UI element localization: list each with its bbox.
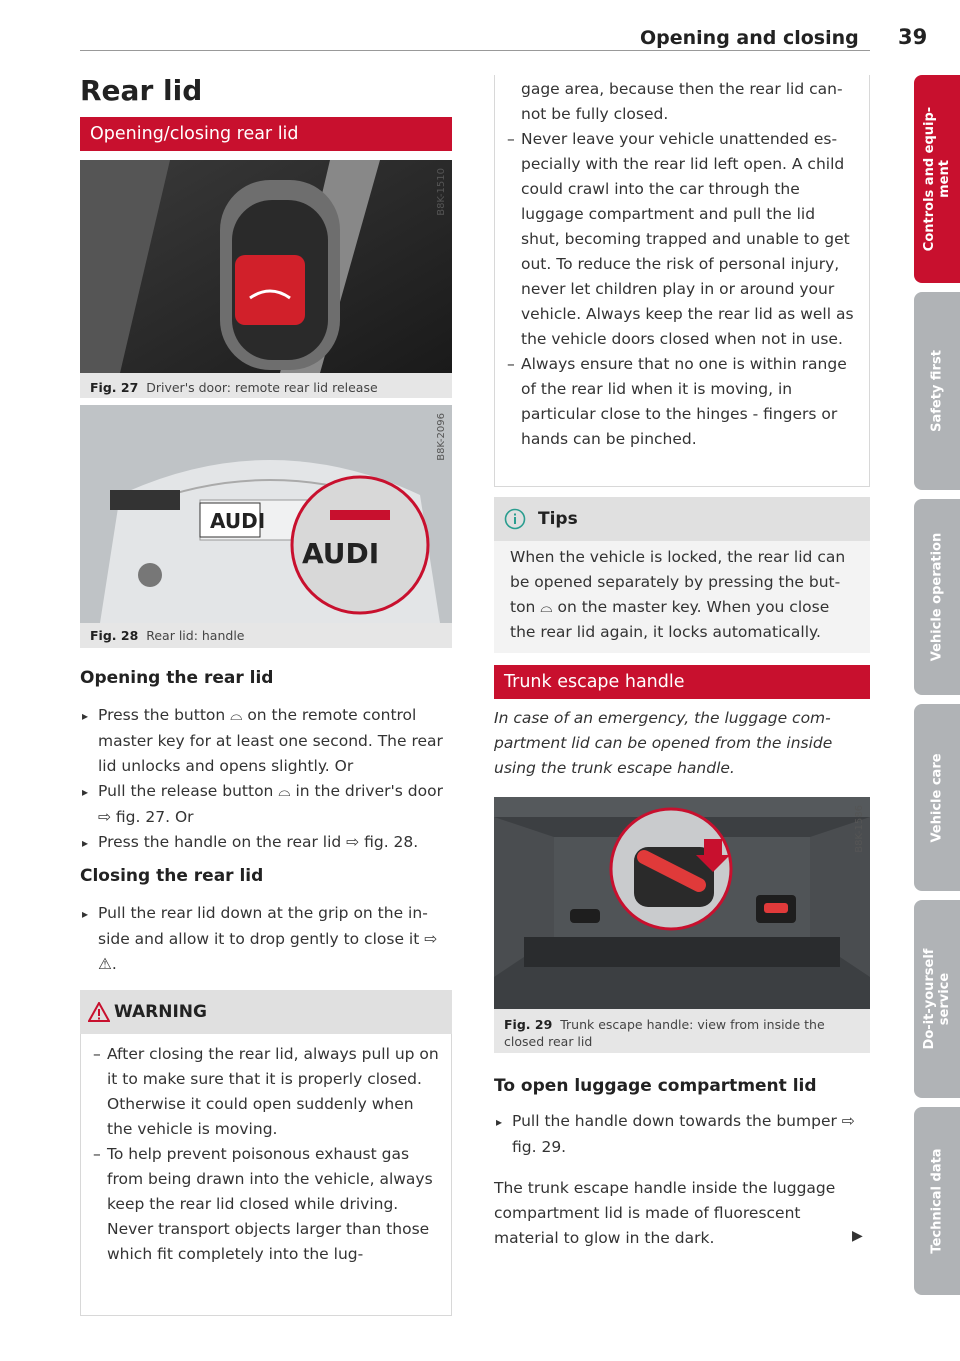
tab-technical-data[interactable] [914, 1107, 960, 1295]
tab-controls-and-equipment[interactable] [914, 75, 960, 283]
opening-step: ▸ Pull the release button ⌓ in the driver's door ⇨ fig. 27. Or [80, 779, 452, 830]
opening-steps [80, 703, 452, 856]
tab-do-it-yourself-service[interactable] [914, 900, 960, 1098]
luggage-steps [494, 1109, 870, 1160]
tab-label: Controls and equip- ment [922, 106, 952, 252]
tab-safety-first[interactable] [914, 292, 960, 490]
warning-item: – Never leave your vehicle unattended especially with the rear lid left open. A child could crawl into the car through the luggage compartment and pull the lid shut, becoming trapped and unable to get out. To reduce the risk of personal injury, never let children play in or around your vehicle. Always keep the rear lid as well as the vehicle doors closed when not in use. [499, 127, 857, 352]
tips-header [494, 497, 870, 541]
figure-28-badge: AUDI [302, 537, 380, 570]
info-icon [504, 508, 526, 530]
opening-step: ▸ Press the handle on the rear lid ⇨ fig. 28. [80, 830, 452, 856]
section-bar-opening-closing: Opening/closing rear lid [80, 117, 452, 151]
tab-label: Do-it-yourself service [922, 948, 952, 1050]
tips-text: When the vehicle is locked, the rear lid can be opened separately by pressing the button ⌓ on the master key. When you close the rear lid again, it locks automatically. [510, 548, 846, 641]
figure-28 [80, 405, 452, 648]
page-title: Rear lid [80, 74, 203, 107]
figure-27 [80, 160, 452, 398]
tips-title: Tips [538, 509, 578, 529]
warning-continued [494, 75, 870, 487]
figure-29 [494, 797, 870, 1053]
continue-arrow-icon: ▶ [852, 1228, 863, 1244]
tab-label: Safety first [929, 350, 945, 432]
running-header-title: Opening and closing [640, 27, 859, 49]
figure-29-image [494, 797, 870, 1009]
figure-28-image [80, 405, 452, 623]
figure-28-code: B8K-2096 [436, 413, 447, 461]
header-rule [80, 50, 870, 51]
warning-item: – After closing the rear lid, always pull up on it to make sure that it is properly closed. Otherwise it could open suddenly when the vehicle is moving. [85, 1042, 439, 1142]
warning-item: – Always ensure that no one is within range of the rear lid when it is moving, in particular close to the hinges - fingers or hands can be pinched. [499, 352, 857, 452]
figure-29-caption: Fig. 29 Trunk escape handle: view from inside the closed rear lid [504, 1017, 825, 1049]
final-paragraph: The trunk escape handle inside the luggage compartment lid is made of fluorescent material to glow in the dark. [494, 1179, 836, 1247]
page-number: 39 [898, 25, 928, 49]
figure-27-image [80, 160, 452, 373]
tips-body [494, 541, 870, 653]
warning-item: – To help prevent poisonous exhaust gas from being drawn into the vehicle, always keep the rear lid closed while driving. Never transport objects larger than those which fit completely into the lug- [85, 1142, 439, 1267]
opening-step: ▸ Press the button ⌓ on the remote control master key for at least one second. The rear lid unlocks and opens slightly. Or [80, 703, 452, 779]
heading-open-luggage-lid: To open luggage compartment lid [494, 1076, 817, 1096]
tab-label: Technical data [929, 1148, 945, 1254]
figure-29-code: B8K-1586 [854, 805, 865, 853]
tab-vehicle-care[interactable] [914, 704, 960, 891]
figure-27-code: B8K-1510 [436, 168, 447, 216]
warning-triangle-icon [88, 1002, 110, 1022]
figure-28-caption: Fig. 28 Rear lid: handle [90, 628, 245, 643]
warning-box [80, 990, 452, 1316]
warning-body [80, 1034, 452, 1316]
luggage-step: ▸ Pull the handle down towards the bumper ⇨ fig. 29. [494, 1109, 870, 1160]
tips-box [494, 497, 870, 653]
warning-title: WARNING [114, 1002, 207, 1022]
closing-step: ▸ Pull the rear lid down at the grip on the inside and allow it to drop gently to close it ⇨ ⚠. [80, 901, 452, 977]
heading-opening-rear-lid: Opening the rear lid [80, 668, 274, 688]
figure-27-caption: Fig. 27 Driver's door: remote rear lid release [90, 380, 378, 395]
closing-steps [80, 901, 452, 977]
heading-closing-rear-lid: Closing the rear lid [80, 866, 264, 886]
section-bar-trunk-escape: Trunk escape handle [494, 665, 870, 699]
tab-vehicle-operation[interactable] [914, 499, 960, 695]
warning-header [80, 990, 452, 1034]
figure-28-plate: AUDI [210, 509, 266, 533]
warning-continued-text: gage area, because then the rear lid cannot be fully closed. [521, 80, 843, 123]
tab-label: Vehicle care [929, 752, 945, 843]
trunk-intro: In case of an emergency, the luggage compartment lid can be opened from the inside using the trunk escape handle. [494, 709, 833, 777]
tab-label: Vehicle operation [929, 532, 945, 662]
